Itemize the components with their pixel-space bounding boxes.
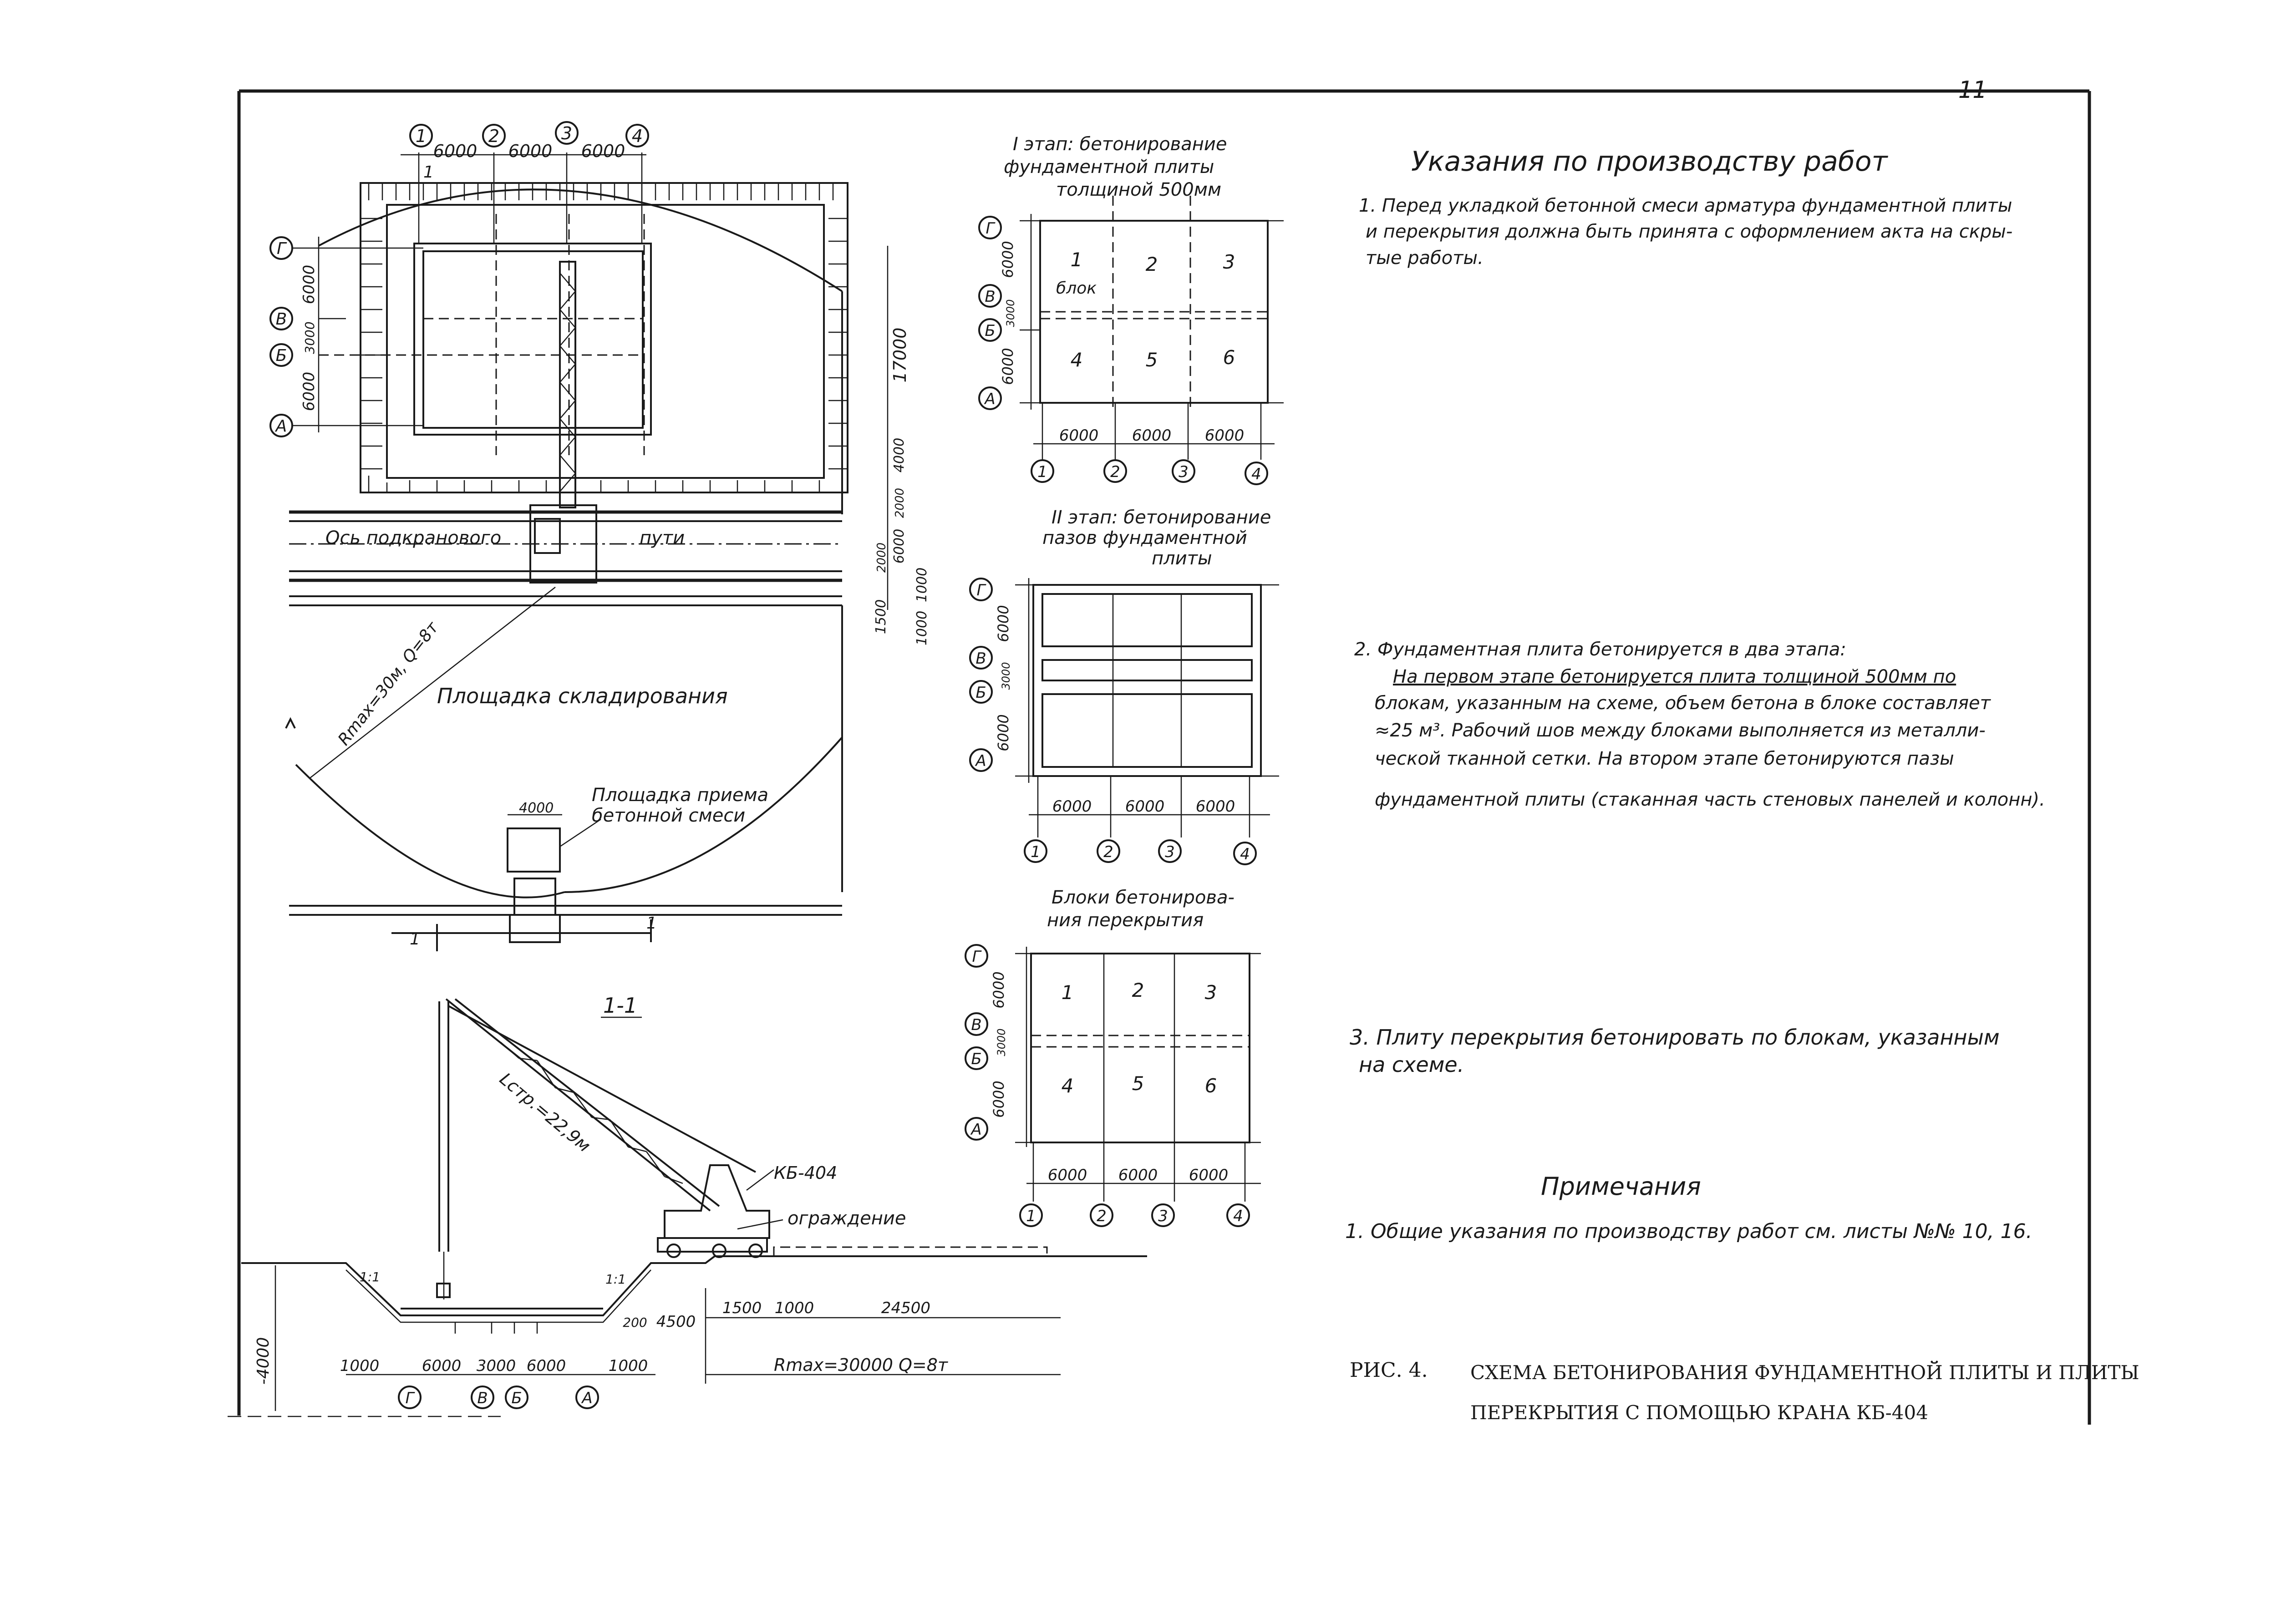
dim-label: 6000 [1132,426,1172,445]
block-number: 6 [1204,1075,1217,1097]
crane-track-label: Ось подкранового [325,528,502,548]
axis-label: В [477,1389,488,1407]
axis-label: А [275,417,287,436]
instruction-line: блокам, указанным на схеме, объем бетона в блоке составляет [1375,693,1991,714]
block-number: 2 [1132,979,1144,1001]
dim-label: 6000 [300,264,318,304]
notes-line: 1. Общие указания по производству работ см. листы №№ 10, 16. [1345,1220,2032,1243]
instruction-line: на схеме. [1359,1052,1464,1077]
axis-label: Г [276,239,286,258]
crane-track-label: пути [640,528,685,548]
dim-label: 6000 [995,714,1012,751]
stage2-title: пазов фундаментной [1042,528,1247,548]
stage1-title: I этап: бетонирование [1013,134,1227,155]
crane-label: КБ-404 [774,1163,838,1183]
dim-label: 3000 [476,1357,516,1375]
dim-label: 6000 [1047,1166,1087,1184]
slope-label: 1:1 [605,1272,626,1287]
dim-label: 17000 [890,327,910,383]
axis-label: 2 [488,126,500,146]
dim-label: 6000 [999,241,1016,278]
stage3-blocks [1062,979,1217,1097]
page-number: -11- [1944,76,2001,104]
dim-label: 4500 [656,1313,696,1331]
instruction-item-1 [1359,195,2012,269]
dim-label: 6000 [999,348,1016,385]
dim-label: 1000 [914,610,930,646]
axis-label: Б [975,684,986,702]
instruction-line: и перекрытия должна быть принята с оформлением акта на скры- [1366,221,2013,242]
storage-area-label: Площадка складирования [437,684,728,708]
instruction-line: ческой тканной сетки. На втором этапе бетонируются пазы [1375,748,1954,769]
section-pit-dims [340,1357,648,1375]
section-1-1 [241,999,1147,1411]
dim-label: 6000 [1195,797,1235,816]
instruction-line: ≈25 м³. Рабочий шов между блоками выполняется из металли- [1375,720,1986,741]
axis-label: А [582,1389,593,1407]
figure-label: РИС. 4. [1350,1359,1428,1382]
instruction-line: тые работы. [1366,248,1483,269]
axis-label: 4 [631,126,643,146]
block-word: блок [1056,279,1097,298]
dim-label: 1000 [608,1357,648,1375]
stage1-title: толщиной 500мм [1056,179,1222,200]
instruction-item-3 [1350,1025,2000,1077]
block-number: 6 [1223,346,1235,369]
instruction-line: 1. Перед укладкой бетонной смеси арматура фундаментной плиты [1359,195,2012,216]
slope-label: 1:1 [360,1269,381,1284]
dim-label: 6000 [1052,797,1092,816]
dim-label: 6000 [1059,426,1099,445]
dim-label: 1000 [914,567,930,603]
axis-label: 4 [1233,1207,1243,1225]
stage3-title: ния перекрытия [1047,910,1204,931]
dim-label: 2000 [893,487,907,518]
section-mark: 1 [410,930,420,949]
section-title: 1-1 [603,993,638,1018]
axis-label: А [975,752,986,770]
dim-label: 6000 [300,371,318,411]
block-number: 1 [1061,981,1074,1004]
block-number: 2 [1145,253,1158,275]
instruction-line: фундаментной плиты (стаканная часть стеновых панелей и колонн). [1375,789,2045,810]
dim-label: 6000 [1189,1166,1229,1184]
dim-label: 1000 [340,1357,380,1375]
stage1-title: фундаментной плиты [1004,157,1214,178]
dim-label: 3000 [1000,662,1012,690]
instruction-item-2 [1354,639,2045,810]
dim-label: 6000 [1204,426,1245,445]
boom-label: Lстр.=22,9м [496,1069,594,1156]
dim-label: 3000 [302,321,317,354]
dim-label: 6000 [433,141,478,161]
stage2-title: II этап: бетонирование [1052,507,1271,528]
dim-label: 6000 [422,1357,462,1375]
axis-label: 1 [1031,843,1041,861]
depth-label: -4000 [254,1337,273,1385]
axis-label: В [975,650,986,668]
block-number: 3 [1223,251,1235,273]
axis-label: 3 [561,123,573,143]
block-number: 3 [1204,981,1217,1004]
plan-axis-side [270,237,318,436]
dim-label: 1500 [873,599,889,634]
section-axes [399,1386,598,1408]
dim-label: 6000 [581,141,625,161]
axis-label: Б [971,1050,982,1068]
axis-label: Б [511,1389,522,1407]
radius-label: Rmax=30м, Q=8т [334,618,442,749]
figure-caption: СХЕМА БЕТОНИРОВАНИЯ ФУНДАМЕНТНОЙ ПЛИТЫ И ПЛИТЫ [1470,1361,2139,1384]
dim-label: 6000 [995,605,1012,642]
axis-label: 3 [1165,843,1175,861]
dim-label: 6000 [1118,1166,1158,1184]
axis-label: 1 [1026,1207,1036,1225]
dim-label: 1500 [722,1299,762,1317]
instructions-title: Указания по производству работ [1411,146,1888,178]
plan-axis-top [410,122,648,161]
block-number: 5 [1145,349,1158,371]
figure-caption: ПЕРЕКРЫТИЯ С ПОМОЩЬЮ КРАНА КБ-404 [1470,1401,1928,1424]
axis-label: Г [405,1389,414,1407]
axis-label: Г [976,581,986,599]
section-mark: 1 [423,163,434,182]
section-mark: 1 [646,914,657,933]
dim-label: 6000 [990,971,1007,1009]
axis-label: Б [275,346,287,365]
stage1-diagram [1020,196,1284,460]
site-plan [286,152,888,951]
axis-label: 3 [1179,463,1189,481]
dim-label: 4000 [891,437,907,473]
dim-label: 3000 [1004,299,1017,327]
plan-right-dims [873,328,930,646]
reception-area-label: бетонной смеси [592,805,746,826]
axis-label: Г [972,948,981,966]
section-right-dims [623,1299,949,1375]
block-number: 1 [1070,249,1083,271]
stage2-title: плиты [1152,548,1212,569]
dim-label: 6000 [508,141,553,161]
instruction-line: 3. Плиту перекрытия бетонировать по блокам, указанным [1350,1025,2000,1050]
instruction-line: 2. Фундаментная плита бетонируется в два этапа: [1354,639,1846,660]
block-number: 4 [1061,1075,1074,1097]
axis-label: В [275,310,287,329]
axis-label: 4 [1251,465,1261,483]
axis-label: 2 [1103,843,1113,861]
axis-label: В [971,1016,982,1034]
dim-label: 200 [623,1315,647,1330]
axis-label: А [971,1121,982,1139]
axis-label: А [985,390,996,408]
axis-label: 1 [415,126,427,146]
axis-label: 2 [1097,1207,1107,1225]
block-number: 5 [1132,1072,1144,1095]
dim-label: 3000 [995,1028,1008,1056]
axis-label: Б [985,322,996,340]
pit-hatching [361,183,848,492]
dim-label: 4000 [519,800,554,816]
block-number: 4 [1070,349,1083,371]
reception-area-label: Площадка приема [592,785,769,806]
axis-label: 4 [1240,845,1250,863]
axis-label: 3 [1158,1207,1168,1225]
dim-label: 1000 [774,1299,814,1317]
dim-label: 24500 [881,1299,931,1317]
stage1-blocks [1056,249,1235,371]
dim-label: 6000 [990,1081,1007,1118]
axis-label: Г [986,219,995,238]
axis-label: 2 [1110,463,1120,481]
axis-label: В [985,288,996,306]
stage3-title: Блоки бетонирова- [1052,887,1235,908]
radius-label: Rmax=30000 Q=8т [774,1355,948,1375]
dim-label: 6000 [1125,797,1165,816]
dim-label: 6000 [891,528,907,564]
dim-label: 6000 [526,1357,566,1375]
axis-label: 1 [1037,463,1047,481]
instruction-line: На первом этапе бетонируется плита толщиной 500мм по [1393,666,1956,687]
dim-label: 2000 [875,542,889,573]
fence-label: ограждение [787,1208,906,1229]
notes-title: Примечания [1541,1172,1701,1201]
